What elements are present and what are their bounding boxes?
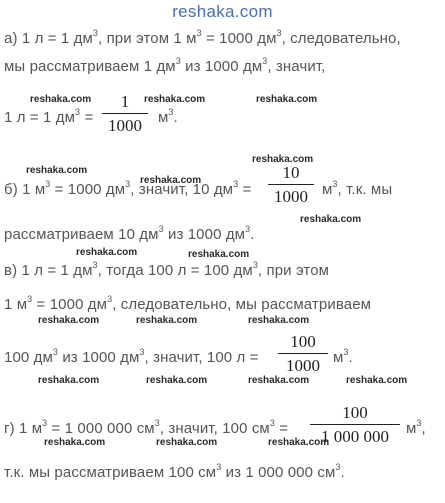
watermark: reshaka.com (30, 94, 92, 105)
text-c-3-right: $м^3$. (333, 347, 353, 366)
watermark: reshaka.com (256, 94, 318, 105)
fraction-b (268, 163, 314, 207)
fraction-c-bar (278, 353, 328, 354)
fraction-d-bar (310, 424, 400, 425)
line-b-2 (4, 226, 254, 244)
text-c-1: в) 1 л = 1 $дм^3$, тогда 100 л = 100 $дм^3$, при этом (4, 260, 330, 279)
line-d-1-left (4, 420, 288, 438)
watermark: reshaka.com (188, 249, 250, 260)
text-d-2: т.к. мы рассматриваем 100 $см^3$ из 1 000 000 $см^3$. (4, 462, 345, 481)
watermark: reshaka.com (156, 437, 218, 448)
watermark: reshaka.com (140, 175, 202, 186)
line-a-2 (4, 58, 325, 76)
watermark: reshaka.com (252, 154, 314, 165)
line-c-3-left (4, 349, 259, 367)
text-d-1-left: г) 1 $м^3 = 1$ 000 000 $см^3$, значит, 100 $см^3$ = (4, 418, 289, 437)
text-b-1-left: б) 1 $м^3 = 1000$ $дм^3$, значит, 10 $дм^3$ = (4, 179, 252, 198)
fraction-a-denominator: 1000 (108, 116, 142, 135)
line-c-2 (4, 296, 371, 314)
watermark: reshaka.com (26, 165, 88, 176)
fraction-a-numerator: 1 (120, 92, 130, 111)
fraction-a (102, 92, 148, 136)
text-d-1-right: $м^3$, (406, 418, 426, 437)
text-c-3-left: 100 $дм^3$ из 1000 $дм^3$, значит, 100 л = (4, 347, 259, 366)
text-a-3-right: $м^3$. (158, 107, 178, 126)
fraction-c-denominator: 1000 (286, 356, 320, 375)
fraction-d-denominator: 1 000 000 (321, 427, 389, 446)
watermark: reshaka.com (44, 437, 106, 448)
text-c-2: 1 $м^3 = 1000$ $дм^3$, следовательно, мы рассматриваем (4, 294, 372, 313)
text-a-1: а) 1 л = 1 $дм^3$, при этом 1 $м^3 = 1000$ $дм^3$, следовательно, (4, 28, 401, 47)
watermark: reshaka.com (76, 247, 138, 258)
line-a-3-right (158, 109, 178, 127)
line-a-3-left (4, 109, 93, 127)
fraction-b-bar (268, 184, 314, 185)
fraction-b-numerator: 10 (282, 163, 300, 182)
site-watermark-top: reshaka.com (172, 2, 273, 21)
text-b-1-right: $м^3$, т.к. мы (322, 179, 393, 198)
text-a-3-left: 1 л = 1 $дм^3$ = (4, 107, 94, 126)
fraction-d-numerator: 100 (342, 403, 368, 422)
fraction-c (278, 332, 328, 376)
watermark: reshaka.com (248, 375, 310, 386)
watermark: reshaka.com (38, 315, 100, 326)
watermark: reshaka.com (146, 375, 208, 386)
watermark: reshaka.com (144, 94, 206, 105)
line-b-1-left (4, 181, 251, 199)
line-d-1-right (406, 420, 426, 438)
text-a-2: мы рассматриваем 1 $дм^3$ из 1000 $дм^3$, значит, (4, 56, 326, 75)
watermark: reshaka.com (268, 437, 330, 448)
text-b-2: рассматриваем 10 $дм^3$ из 1000 $дм^3$. (4, 224, 255, 243)
fraction-c-numerator: 100 (290, 332, 316, 351)
line-d-2 (4, 464, 345, 482)
watermark: reshaka.com (300, 214, 362, 225)
fraction-b-denominator: 1000 (274, 187, 308, 206)
line-c-1 (4, 262, 329, 280)
fraction-a-bar (102, 113, 148, 114)
line-a-1 (4, 30, 401, 48)
line-c-3-right (333, 349, 353, 367)
line-b-1-right (322, 181, 392, 199)
watermark: reshaka.com (346, 375, 408, 386)
watermark: reshaka.com (248, 315, 310, 326)
watermark: reshaka.com (38, 375, 100, 386)
watermark: reshaka.com (136, 315, 198, 326)
